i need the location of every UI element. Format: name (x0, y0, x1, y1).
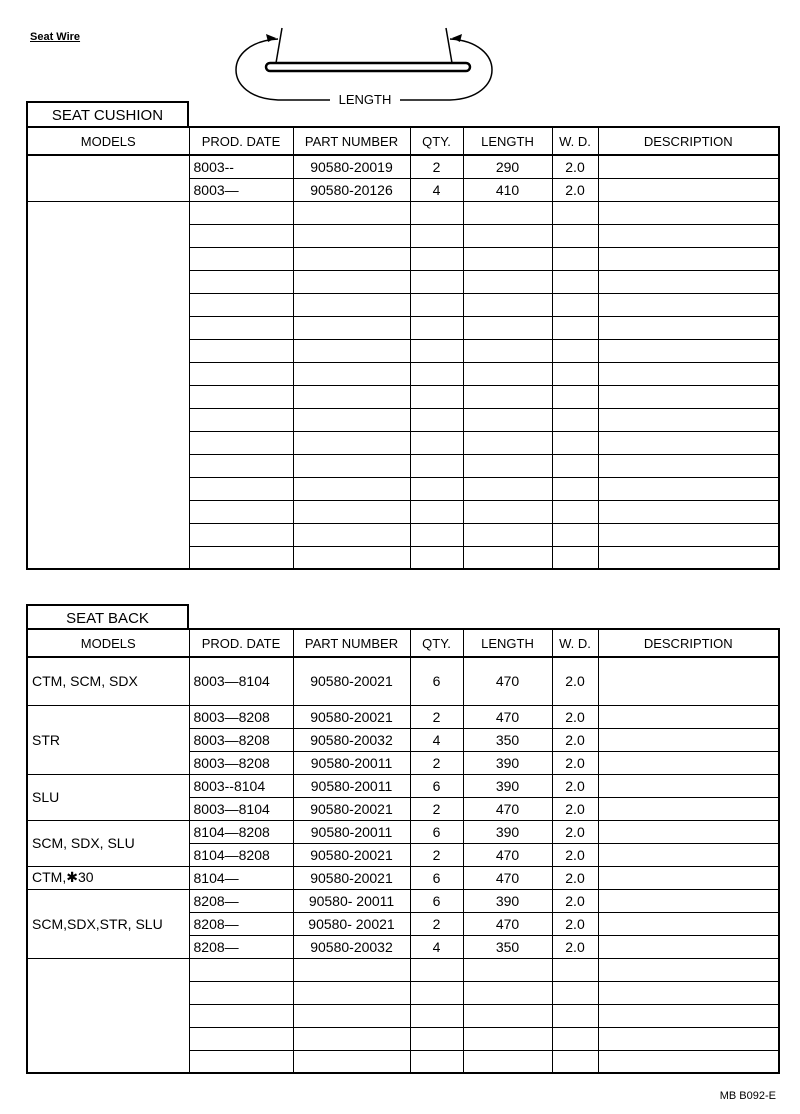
blank-cell (552, 362, 598, 385)
seat-wire-diagram (230, 22, 500, 106)
blank-cell (189, 339, 293, 362)
blank-cell (189, 362, 293, 385)
date-cell: 8003—8208 (189, 728, 293, 751)
blank-cell (293, 431, 410, 454)
blank-cell (598, 316, 779, 339)
qty-cell: 6 (410, 820, 463, 843)
blank-cell (552, 316, 598, 339)
column-header: LENGTH (463, 629, 552, 657)
qty-cell: 6 (410, 774, 463, 797)
desc-cell (598, 843, 779, 866)
blank-cell (293, 523, 410, 546)
blank-cell (410, 958, 463, 981)
blank-cell (598, 431, 779, 454)
blank-cell (293, 1004, 410, 1027)
blank-cell (463, 339, 552, 362)
part-cell: 90580-20032 (293, 728, 410, 751)
blank-cell (293, 316, 410, 339)
blank-cell (552, 270, 598, 293)
table-row (27, 820, 779, 843)
wd-cell: 2.0 (552, 178, 598, 201)
date-cell: 8208— (189, 935, 293, 958)
blank-cell (463, 500, 552, 523)
blank-cell (293, 293, 410, 316)
wd-cell: 2.0 (552, 820, 598, 843)
blank-cell (598, 224, 779, 247)
wd-cell: 2.0 (552, 935, 598, 958)
table-row (27, 866, 779, 889)
blank-cell (410, 408, 463, 431)
length-cell: 390 (463, 751, 552, 774)
date-cell: 8003—8208 (189, 751, 293, 774)
blank-cell (189, 293, 293, 316)
column-header: DESCRIPTION (598, 629, 779, 657)
length-cell: 470 (463, 912, 552, 935)
blank-cell (410, 454, 463, 477)
part-cell: 90580-20021 (293, 843, 410, 866)
qty-cell: 4 (410, 935, 463, 958)
blank-cell (552, 958, 598, 981)
blank-cell (463, 958, 552, 981)
date-cell: 8208— (189, 889, 293, 912)
wd-cell: 2.0 (552, 912, 598, 935)
blank-cell (189, 981, 293, 1004)
model-cell: SCM, SDX, SLU (27, 820, 189, 866)
blank-cell (552, 293, 598, 316)
blank-cell (463, 1004, 552, 1027)
blank-cell (189, 247, 293, 270)
column-header: QTY. (410, 629, 463, 657)
header-row (27, 629, 779, 657)
blank-cell (189, 477, 293, 500)
blank-cell (293, 339, 410, 362)
column-header: DESCRIPTION (598, 127, 779, 155)
blank-cell (410, 500, 463, 523)
date-cell: 8003— (189, 178, 293, 201)
blank-cell (189, 454, 293, 477)
blank-cell (598, 270, 779, 293)
blank-cell (189, 1004, 293, 1027)
blank-cell (293, 546, 410, 569)
blank-cell (463, 408, 552, 431)
blank-cell (189, 408, 293, 431)
length-cell: 390 (463, 889, 552, 912)
desc-cell (598, 912, 779, 935)
blank-cell (598, 477, 779, 500)
length-cell: 290 (463, 155, 552, 178)
blank-cell (410, 1050, 463, 1073)
blank-cell (410, 477, 463, 500)
column-header: PART NUMBER (293, 629, 410, 657)
part-cell: 90580- 20011 (293, 889, 410, 912)
blank-cell (463, 477, 552, 500)
blank-cell (293, 408, 410, 431)
desc-cell (598, 178, 779, 201)
document-title: Seat Wire (30, 31, 81, 43)
blank-cell (463, 981, 552, 1004)
blank-cell (410, 1027, 463, 1050)
qty-cell: 2 (410, 705, 463, 728)
qty-cell: 2 (410, 912, 463, 935)
blank-cell (552, 339, 598, 362)
blank-cell (552, 546, 598, 569)
blank-cell (189, 500, 293, 523)
length-cell: 410 (463, 178, 552, 201)
blank-cell (293, 477, 410, 500)
blank-cell (598, 385, 779, 408)
blank-cell (463, 546, 552, 569)
wire-loop-outline (236, 39, 330, 100)
blank-cell (189, 431, 293, 454)
blank-cell (189, 546, 293, 569)
wd-cell: 2.0 (552, 774, 598, 797)
blank-cell (189, 316, 293, 339)
wire-end-right (446, 28, 452, 63)
blank-cell (293, 958, 410, 981)
blank-cell (463, 362, 552, 385)
table-row (27, 889, 779, 912)
desc-cell (598, 155, 779, 178)
blank-cell (293, 454, 410, 477)
qty-cell: 6 (410, 657, 463, 705)
length-cell: 470 (463, 657, 552, 705)
date-cell: 8208— (189, 912, 293, 935)
blank-cell (598, 454, 779, 477)
desc-cell (598, 797, 779, 820)
blank-cell (293, 247, 410, 270)
blank-cell (410, 201, 463, 224)
column-header: MODELS (27, 127, 189, 155)
blank-cell (463, 1050, 552, 1073)
blank-cell (293, 224, 410, 247)
desc-cell (598, 705, 779, 728)
part-cell: 90580-20021 (293, 866, 410, 889)
blank-cell (463, 224, 552, 247)
blank-cell (598, 408, 779, 431)
column-header: QTY. (410, 127, 463, 155)
diagram-length-label: LENGTH (338, 92, 392, 106)
column-header: PROD. DATE (189, 629, 293, 657)
desc-cell (598, 935, 779, 958)
desc-cell (598, 774, 779, 797)
length-cell: 470 (463, 843, 552, 866)
column-header: LENGTH (463, 127, 552, 155)
blank-cell (293, 385, 410, 408)
part-cell: 90580-20032 (293, 935, 410, 958)
length-cell: 470 (463, 866, 552, 889)
blank-cell (410, 316, 463, 339)
blank-cell (598, 339, 779, 362)
blank-cell (410, 1004, 463, 1027)
blank-cell (189, 1050, 293, 1073)
part-cell: 90580-20011 (293, 751, 410, 774)
part-cell: 90580-20019 (293, 155, 410, 178)
blank-cell (552, 408, 598, 431)
wd-cell: 2.0 (552, 866, 598, 889)
blank-cell (410, 362, 463, 385)
part-cell: 90580-20011 (293, 774, 410, 797)
blank-cell (552, 224, 598, 247)
desc-cell (598, 751, 779, 774)
wd-cell: 2.0 (552, 657, 598, 705)
model-cell (27, 155, 189, 201)
blank-cell (410, 431, 463, 454)
wire-loop-outline-right (400, 39, 492, 100)
seat-cushion-table (26, 126, 780, 570)
blank-cell (598, 546, 779, 569)
date-cell: 8003—8208 (189, 705, 293, 728)
blank-cell (189, 1027, 293, 1050)
blank-cell (598, 1004, 779, 1027)
blank-cell (463, 431, 552, 454)
blank-cell (293, 1027, 410, 1050)
table-row (27, 774, 779, 797)
blank-cell (598, 247, 779, 270)
date-cell: 8003—8104 (189, 797, 293, 820)
blank-cell (463, 201, 552, 224)
blank-cell (463, 293, 552, 316)
blank-cell (552, 454, 598, 477)
date-cell: 8003—8104 (189, 657, 293, 705)
blank-cell (463, 523, 552, 546)
column-header: W. D. (552, 629, 598, 657)
blank-cell (552, 247, 598, 270)
column-header: PART NUMBER (293, 127, 410, 155)
desc-cell (598, 820, 779, 843)
page-code: MB B092-E (719, 1090, 776, 1102)
blank-cell (552, 981, 598, 1004)
blank-cell (463, 454, 552, 477)
qty-cell: 2 (410, 843, 463, 866)
blank-cell (410, 224, 463, 247)
part-cell: 90580-20021 (293, 705, 410, 728)
qty-cell: 6 (410, 866, 463, 889)
model-cell: CTM,✱30 (27, 866, 189, 889)
date-cell: 8104—8208 (189, 843, 293, 866)
column-header: PROD. DATE (189, 127, 293, 155)
blank-cell (293, 270, 410, 293)
blank-cell (189, 201, 293, 224)
blank-cell (410, 247, 463, 270)
blank-cell (552, 477, 598, 500)
length-cell: 350 (463, 728, 552, 751)
blank-cell (293, 981, 410, 1004)
wd-cell: 2.0 (552, 751, 598, 774)
blank-cell (189, 385, 293, 408)
blank-cell (293, 362, 410, 385)
date-cell: 8003--8104 (189, 774, 293, 797)
qty-cell: 2 (410, 751, 463, 774)
blank-cell (189, 958, 293, 981)
model-cell: SCM,SDX,STR, SLU (27, 889, 189, 958)
blank-cell (410, 523, 463, 546)
blank-cell (598, 293, 779, 316)
header-row (27, 127, 779, 155)
qty-cell: 2 (410, 797, 463, 820)
wire-end-left (276, 28, 282, 63)
blank-cell (293, 500, 410, 523)
blank-row (27, 201, 779, 224)
blank-cell (189, 270, 293, 293)
table-row (27, 705, 779, 728)
blank-cell (598, 981, 779, 1004)
blank-cell (410, 339, 463, 362)
seat-back-title: SEAT BACK (26, 604, 189, 630)
part-cell: 90580-20021 (293, 797, 410, 820)
blank-model-cell (27, 201, 189, 569)
model-cell: SLU (27, 774, 189, 820)
model-cell: CTM, SCM, SDX (27, 657, 189, 705)
wd-cell: 2.0 (552, 843, 598, 866)
wire-shape (266, 63, 470, 71)
blank-cell (410, 546, 463, 569)
qty-cell: 4 (410, 178, 463, 201)
blank-cell (598, 958, 779, 981)
table-row (27, 155, 779, 178)
blank-cell (410, 385, 463, 408)
blank-cell (598, 1027, 779, 1050)
table-row (27, 657, 779, 705)
length-cell: 390 (463, 774, 552, 797)
blank-cell (463, 1027, 552, 1050)
blank-cell (552, 385, 598, 408)
blank-cell (598, 500, 779, 523)
wd-cell: 2.0 (552, 728, 598, 751)
wd-cell: 2.0 (552, 155, 598, 178)
seat-cushion-title: SEAT CUSHION (26, 101, 189, 127)
date-cell: 8003-- (189, 155, 293, 178)
part-cell: 90580-20011 (293, 820, 410, 843)
blank-cell (552, 1050, 598, 1073)
desc-cell (598, 728, 779, 751)
length-cell: 470 (463, 797, 552, 820)
model-cell: STR (27, 705, 189, 774)
blank-cell (598, 201, 779, 224)
qty-cell: 2 (410, 155, 463, 178)
blank-cell (410, 293, 463, 316)
seat-back-table (26, 628, 780, 1074)
blank-cell (552, 500, 598, 523)
column-header: W. D. (552, 127, 598, 155)
desc-cell (598, 889, 779, 912)
desc-cell (598, 866, 779, 889)
blank-cell (293, 1050, 410, 1073)
blank-row (27, 958, 779, 981)
blank-cell (189, 224, 293, 247)
part-cell: 90580-20126 (293, 178, 410, 201)
blank-cell (189, 523, 293, 546)
blank-cell (410, 270, 463, 293)
wd-cell: 2.0 (552, 889, 598, 912)
blank-cell (293, 201, 410, 224)
blank-cell (598, 523, 779, 546)
blank-cell (598, 362, 779, 385)
length-cell: 470 (463, 705, 552, 728)
wd-cell: 2.0 (552, 705, 598, 728)
length-cell: 350 (463, 935, 552, 958)
blank-cell (410, 981, 463, 1004)
blank-cell (463, 316, 552, 339)
desc-cell (598, 657, 779, 705)
blank-cell (598, 1050, 779, 1073)
blank-cell (552, 1027, 598, 1050)
qty-cell: 6 (410, 889, 463, 912)
length-cell: 390 (463, 820, 552, 843)
blank-cell (463, 247, 552, 270)
wd-cell: 2.0 (552, 797, 598, 820)
blank-cell (463, 385, 552, 408)
blank-cell (552, 201, 598, 224)
blank-cell (552, 431, 598, 454)
blank-cell (552, 1004, 598, 1027)
blank-model-cell (27, 958, 189, 1073)
blank-cell (552, 523, 598, 546)
part-cell: 90580- 20021 (293, 912, 410, 935)
column-header: MODELS (27, 629, 189, 657)
part-cell: 90580-20021 (293, 657, 410, 705)
blank-cell (463, 270, 552, 293)
date-cell: 8104— (189, 866, 293, 889)
date-cell: 8104—8208 (189, 820, 293, 843)
qty-cell: 4 (410, 728, 463, 751)
